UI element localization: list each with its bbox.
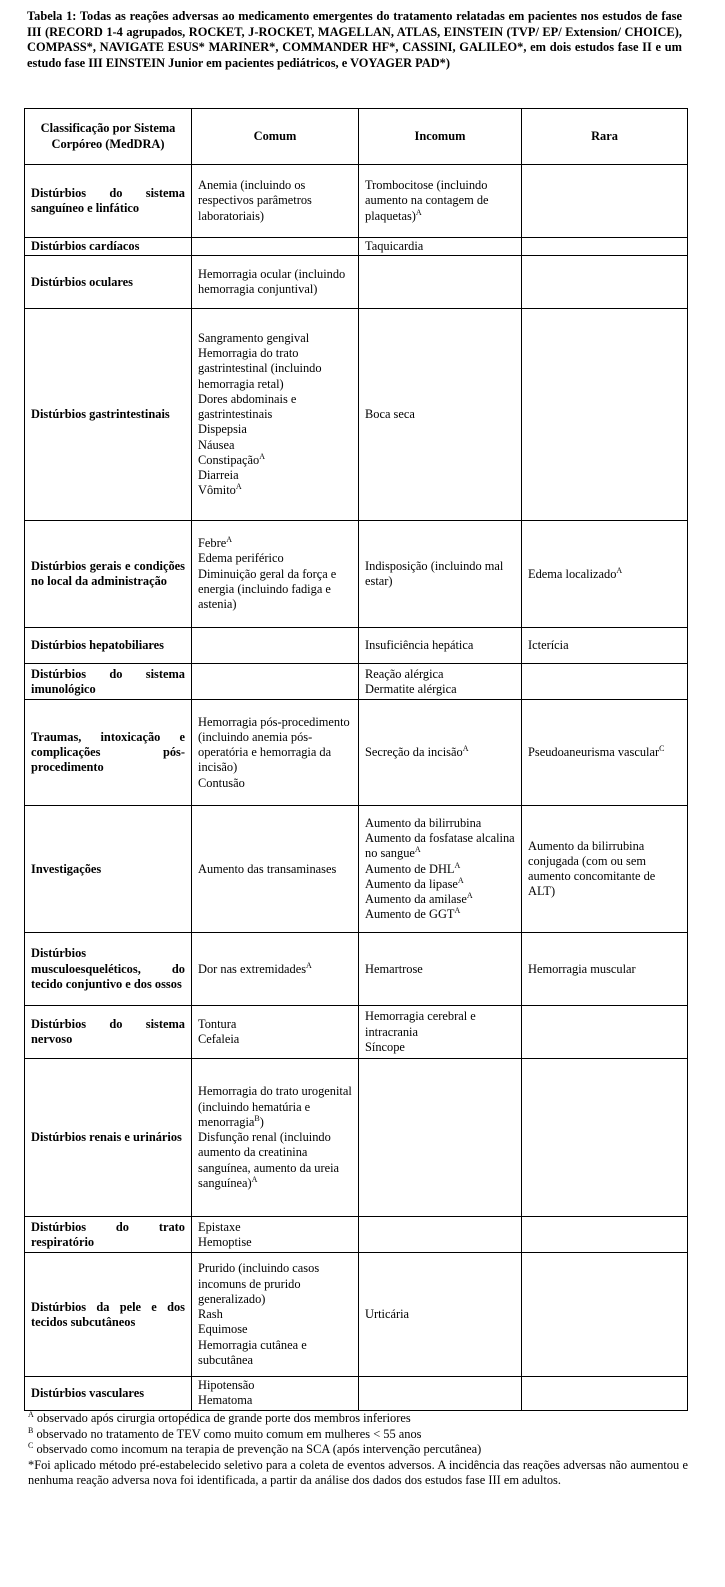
entry-text: Aumento da bilirrubina conjugada (com ou sem aumento concomitante de ALT) [528, 838, 656, 899]
table-row [25, 521, 688, 628]
entry-text: Prurido (incluindo casos incomuns de prurido generalizado) [198, 1261, 320, 1306]
entry-text: Aumento de DHL [365, 861, 455, 876]
footnote-text: observado após cirurgia ortopédica de grande porte dos membros inferiores [33, 1411, 411, 1425]
cell-entry [198, 962, 352, 977]
cell-entry [365, 745, 515, 760]
comum-cell [192, 165, 359, 238]
entry-text: Epistaxe [198, 1219, 241, 1234]
comum-cell [192, 309, 359, 521]
entry-text: Aumento da amilase [365, 892, 467, 906]
entry-text: Hemartrose [365, 961, 423, 976]
soc-cell: Distúrbios do trato respiratório [25, 1217, 192, 1253]
table-row [25, 806, 688, 933]
comum-cell [192, 664, 359, 700]
entry-text: Icterícia [528, 638, 569, 653]
rara-cell [522, 700, 688, 806]
incomum-cell [359, 1377, 522, 1410]
cell-entry [198, 331, 352, 346]
table-row [25, 238, 688, 256]
cell-entry [528, 638, 681, 653]
comum-cell [192, 1006, 359, 1059]
soc-cell: Investigações [25, 806, 192, 933]
cell-entry [198, 1032, 352, 1047]
cell-entry [198, 1322, 352, 1337]
incomum-cell [359, 700, 522, 806]
entry-text: Hemorragia pós-procedimento (incluindo anemia pós-operatória e hemorragia da incisão) [198, 714, 350, 775]
entry-text: Hemorragia do trato urogenital (incluindo hematúria e menorragia [198, 1084, 352, 1129]
footnote-marker: B [28, 1425, 34, 1435]
entry-text: Constipação [198, 452, 260, 467]
footnote-marker: B [254, 1113, 260, 1123]
cell-entry [198, 862, 352, 877]
table-row [25, 1006, 688, 1059]
entry-text: Hemorragia do trato gastrintestinal (incluindo hemorragia retal) [198, 346, 322, 391]
entry-text: Aumento das transaminases [198, 861, 337, 876]
comum-cell [192, 256, 359, 309]
incomum-cell [359, 309, 522, 521]
entry-text: Diarreia [198, 467, 239, 482]
incomum-cell [359, 806, 522, 933]
rara-cell [522, 1059, 688, 1217]
footnote-text: observado no tratamento de TEV como muito comum em mulheres < 55 anos [33, 1426, 422, 1441]
cell-entry [198, 1130, 352, 1191]
cell-entry [198, 422, 352, 437]
cell-entry [365, 1040, 515, 1055]
entry-text: Rash [198, 1307, 223, 1322]
footnote-marker: A [454, 906, 461, 916]
footnote-marker: A [306, 960, 312, 970]
table-body [25, 165, 688, 1411]
entry-text: Febre [198, 536, 227, 551]
rara-cell [522, 256, 688, 309]
table-row [25, 256, 688, 309]
table-row [25, 628, 688, 664]
footnote-marker: A [462, 743, 469, 753]
incomum-cell [359, 628, 522, 664]
comum-cell [192, 1059, 359, 1217]
cell-entry [198, 178, 352, 224]
cell-entry [198, 551, 352, 566]
soc-cell: Traumas, intoxicação e complicações pós-procedimento [25, 700, 192, 806]
table-caption: Tabela 1: Todas as reações adversas ao medicamento emergentes do tratamento relatadas em pacientes nos estudos de fase III (RECORD 1-4 agrupados, ROCKET, J-ROCKET, MAGELLAN, ATLAS, EINSTEIN (TVP/ EP/ Extension/ CHOICE), COMPASS*, NAVIGATE ESUS* MARINER*, COMMANDER HF*, CASSINI, GALILEO*, em dois estudos fase II e um estudo fase III EINSTEIN Junior em pacientes pediátricos, e VOYAGER PAD*) [27, 9, 682, 70]
comum-cell [192, 806, 359, 933]
rara-cell [522, 238, 688, 256]
entry-text: Hemorragia cerebral e intracrania [365, 1009, 476, 1039]
footnote-marker: A [415, 207, 422, 217]
soc-cell: Distúrbios cardíacos [25, 238, 192, 256]
cell-entry [198, 776, 352, 791]
comum-cell [192, 521, 359, 628]
incomum-cell [359, 238, 522, 256]
table-row [25, 309, 688, 521]
soc-cell: Distúrbios da pele e dos tecidos subcutâneos [25, 1253, 192, 1377]
cell-entry [198, 346, 352, 392]
footnote-marker: C [28, 1440, 34, 1450]
entry-text-after: ) [259, 1114, 264, 1129]
cell-entry [528, 567, 681, 582]
table-row [25, 1253, 688, 1377]
comum-cell [192, 700, 359, 806]
header-incomum: Incomum [359, 109, 522, 165]
cell-entry [198, 1393, 352, 1408]
cell-entry [365, 407, 515, 422]
entry-text: Hematoma [198, 1393, 253, 1408]
soc-cell: Distúrbios gerais e condições no local da administração [25, 521, 192, 628]
entry-text: Dores abdominais e gastrintestinais [198, 391, 297, 422]
cell-entry [365, 862, 515, 877]
cell-entry [198, 1017, 352, 1032]
cell-entry [198, 536, 352, 551]
entry-text: Urticária [365, 1307, 410, 1322]
cell-entry [365, 1307, 515, 1322]
entry-text: Dermatite alérgica [365, 681, 457, 696]
cell-entry [198, 468, 352, 483]
footnote [28, 1411, 688, 1427]
cell-entry [198, 1378, 352, 1393]
footnote-marker: C [659, 743, 665, 753]
cell-entry [198, 1235, 352, 1250]
entry-text: Boca seca [365, 407, 415, 422]
rara-cell [522, 628, 688, 664]
entry-text: Náusea [198, 437, 235, 452]
table-row [25, 1377, 688, 1410]
cell-entry [198, 453, 352, 468]
rara-cell [522, 309, 688, 521]
soc-cell: Distúrbios musculoesqueléticos, do tecido conjuntivo e dos ossos [25, 933, 192, 1006]
cell-entry [365, 816, 515, 831]
footnote-marker: A [616, 565, 623, 575]
adverse-reactions-table [24, 108, 688, 1411]
entry-text: Hemorragia muscular [528, 961, 636, 976]
entry-text: Pseudoaneurisma vascular [528, 745, 660, 760]
cell-entry [198, 392, 352, 422]
cell-entry [365, 907, 515, 922]
rara-cell [522, 1377, 688, 1410]
entry-text: Tontura [198, 1017, 237, 1031]
cell-entry [198, 1220, 352, 1235]
table-row [25, 664, 688, 700]
cell-entry [198, 1338, 352, 1368]
cell-entry [198, 438, 352, 453]
table-row [25, 933, 688, 1006]
entry-text: Hipotensão [198, 1378, 255, 1393]
header-comum: Comum [192, 109, 359, 165]
incomum-cell [359, 664, 522, 700]
cell-entry [528, 962, 681, 977]
table-header-row [25, 109, 688, 165]
rara-cell [522, 806, 688, 933]
footnote-marker: A [259, 451, 266, 461]
footnote-marker: A [28, 1409, 34, 1419]
soc-cell: Distúrbios do sistema imunológico [25, 664, 192, 700]
table-row [25, 1059, 688, 1217]
rara-cell [522, 933, 688, 1006]
header-soc: Classificação por Sistema Corpóreo (MedDRA) [25, 109, 192, 165]
footnote-marker: A [454, 860, 461, 870]
entry-text: Diminuição geral da força e energia (incluindo fadiga e astenia) [198, 566, 337, 611]
table-row [25, 700, 688, 806]
footnote-marker: A [414, 845, 421, 855]
comum-cell [192, 1377, 359, 1410]
entry-text: Aumento da bilirrubina [365, 815, 482, 830]
cell-entry [198, 1261, 352, 1307]
header-rara: Rara [522, 109, 688, 165]
incomum-cell [359, 1217, 522, 1253]
entry-text: Contusão [198, 775, 245, 790]
entry-text: Edema localizado [528, 566, 617, 581]
incomum-cell [359, 1059, 522, 1217]
rara-cell [522, 664, 688, 700]
cell-entry [198, 1307, 352, 1322]
cell-entry [198, 483, 352, 498]
table-row [25, 1217, 688, 1253]
cell-entry [198, 1084, 352, 1130]
entry-text: Edema periférico [198, 551, 284, 566]
entry-text: Taquicardia [365, 239, 424, 253]
incomum-cell [359, 1253, 522, 1377]
entry-text: Vômito [198, 483, 236, 498]
footnote [28, 1442, 688, 1458]
cell-entry [365, 682, 515, 697]
comum-cell [192, 1253, 359, 1377]
table-row [25, 165, 688, 238]
soc-cell: Distúrbios vasculares [25, 1377, 192, 1410]
entry-text: Disfunção renal (incluindo aumento da creatinina sanguínea, aumento da ureia sanguínea) [198, 1130, 340, 1190]
entry-text: Anemia (incluindo os respectivos parâmetros laboratoriais) [198, 178, 312, 223]
comum-cell [192, 238, 359, 256]
entry-text: Reação alérgica [365, 666, 444, 681]
soc-cell: Distúrbios do sistema nervoso [25, 1006, 192, 1059]
cell-entry [365, 559, 515, 589]
entry-text: Dispepsia [198, 422, 247, 437]
footnotes [28, 1411, 688, 1489]
entry-text: Cefaleia [198, 1032, 240, 1047]
footnote-marker: A [226, 535, 232, 545]
footnote-text: observado como incomum na terapia de prevenção na SCA (após intervenção percutânea) [33, 1442, 482, 1456]
entry-text: Hemorragia ocular (incluindo hemorragia conjuntival) [198, 267, 346, 297]
cell-entry [198, 715, 352, 776]
cell-entry [365, 638, 515, 653]
rara-cell [522, 1253, 688, 1377]
rara-cell [522, 1217, 688, 1253]
cell-entry [365, 962, 515, 977]
entry-text: Síncope [365, 1039, 405, 1054]
entry-text: Indisposição (incluindo mal estar) [365, 559, 504, 589]
entry-text: Aumento de GGT [365, 907, 455, 922]
entry-text: Hemorragia cutânea e subcutânea [198, 1337, 307, 1367]
footnote [28, 1427, 688, 1443]
comum-cell [192, 1217, 359, 1253]
rara-cell [522, 165, 688, 238]
entry-text: Equimose [198, 1322, 248, 1337]
cell-entry [365, 877, 515, 892]
cell-entry [528, 745, 681, 760]
cell-entry [198, 267, 352, 297]
note-paragraph: *Foi aplicado método pré-estabelecido seletivo para a coleta de eventos adversos. A incidência das reações adversas não aumentou e nenhuma reação adversa nova foi identificada, a partir da análise dos dados dos estudos fase III em adultos. [28, 1457, 688, 1487]
incomum-cell [359, 165, 522, 238]
entry-text: Dor nas extremidades [198, 961, 307, 976]
soc-cell: Distúrbios do sistema sanguíneo e linfático [25, 165, 192, 238]
soc-cell: Distúrbios oculares [25, 256, 192, 309]
entry-text: Insuficiência hepática [365, 638, 474, 653]
soc-cell: Distúrbios hepatobiliares [25, 628, 192, 664]
entry-text: Trombocitose (incluindo aumento na contagem de plaquetas) [365, 178, 489, 223]
cell-entry [365, 831, 515, 861]
cell-entry [365, 1009, 515, 1039]
footnote-marker: A [466, 890, 473, 900]
cell-entry [365, 892, 515, 907]
entry-text: Hemoptise [198, 1234, 252, 1249]
soc-cell: Distúrbios gastrintestinais [25, 309, 192, 521]
cell-entry [365, 667, 515, 682]
incomum-cell [359, 521, 522, 628]
rara-cell [522, 521, 688, 628]
footnote-marker: A [251, 1174, 258, 1184]
cell-entry [528, 839, 681, 900]
cell-entry [365, 178, 515, 224]
rara-cell [522, 1006, 688, 1059]
incomum-cell [359, 256, 522, 309]
cell-entry [198, 567, 352, 613]
incomum-cell [359, 933, 522, 1006]
comum-cell [192, 628, 359, 664]
incomum-cell [359, 1006, 522, 1059]
entry-text: Aumento da lipase [365, 876, 458, 891]
footnote-marker: A [457, 875, 464, 885]
entry-text: Secreção da incisão [365, 745, 463, 760]
footnote-marker: A [235, 481, 242, 491]
entry-text: Aumento da fosfatase alcalina no sangue [365, 831, 515, 861]
entry-text: Sangramento gengival [198, 331, 310, 346]
comum-cell [192, 933, 359, 1006]
cell-entry [365, 239, 515, 254]
soc-cell: Distúrbios renais e urinários [25, 1059, 192, 1217]
